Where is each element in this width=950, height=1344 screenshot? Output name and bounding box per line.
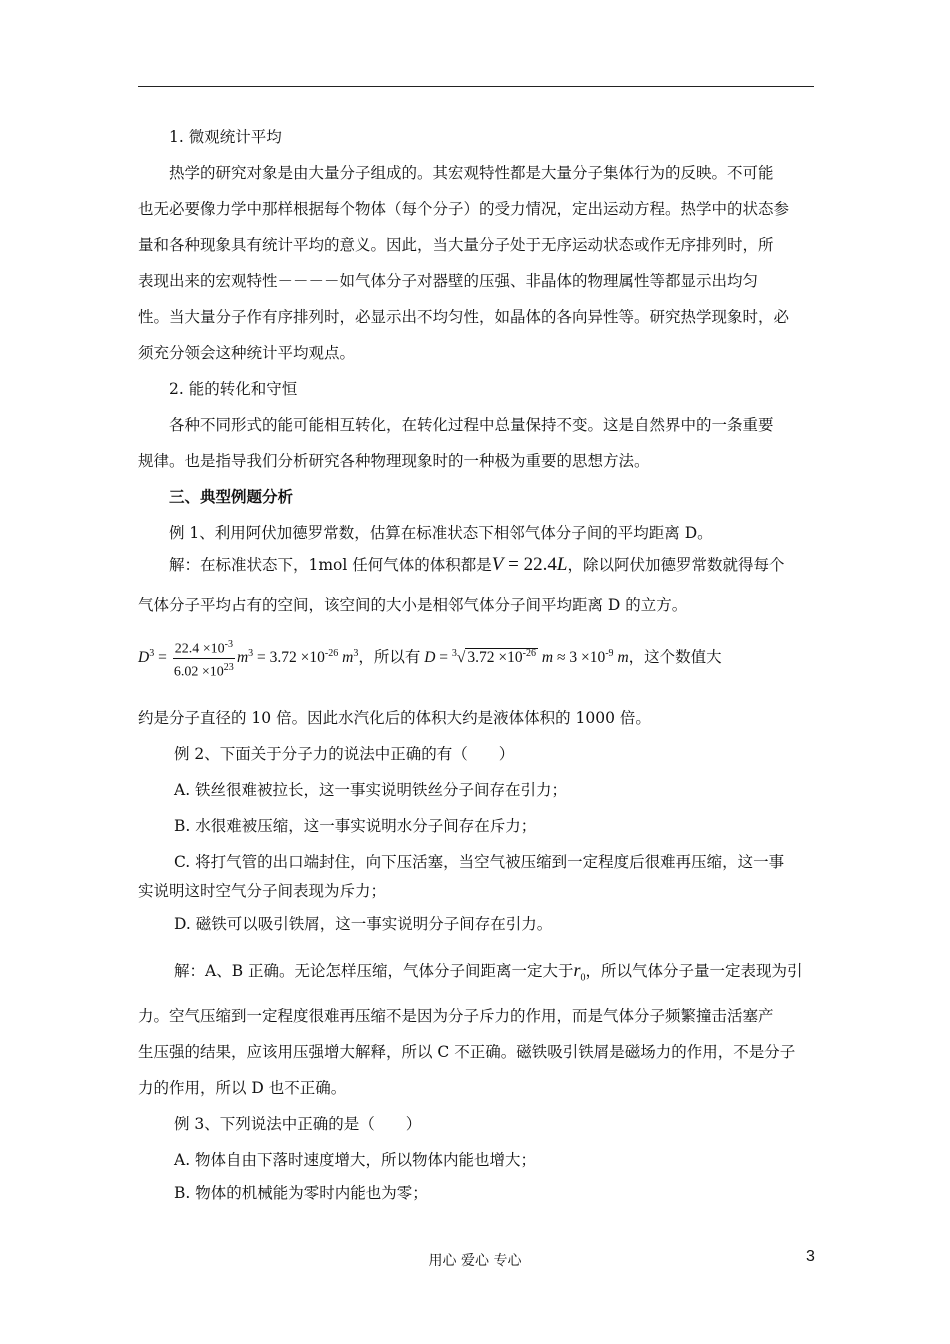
example2-solution-line: 力。空气压缩到一定程度很难再压缩不是因为分子斥力的作用，而是气体分子频繁撞击活塞产 (138, 1007, 774, 1025)
paragraph-line: 表现出来的宏观特性－－－－如气体分子对器壁的压强、非晶体的物理属性等都显示出均匀 (138, 272, 759, 290)
section2-heading: 2. 能的转化和守恒 (169, 380, 298, 398)
paragraph-line: 规律。也是指导我们分析研究各种物理现象时的一种极为重要的思想方法。 (138, 452, 650, 470)
example2-solution-line: 力的作用，所以 D 也不正确。 (138, 1079, 347, 1097)
distance-formula: $D^3$ = $\frac{22.4 \times 10^{-3}}{6.02 \times 10^{23}}$ $m^3 = 3.72 \times 10^{-26}$ $m^3$，所以有 D = $^3$√ $3.72 \times 10^{-26}$ $m \approx 3 \times 10^{-9}$ m，这个数值大 (138, 636, 722, 680)
example1-question: 例 1、利用阿伏加德罗常数，估算在标准状态下相邻气体分子间的平均距离 D。 (169, 524, 713, 542)
page-footer: 用心 爱心 专心 (428, 1253, 522, 1269)
example3-option: B. 物体的机械能为零时内能也为零； (174, 1184, 428, 1202)
paragraph-line: 也无必要像力学中那样根据每个物体（每个分子）的受力情况，定出运动方程。热学中的状态参 (138, 200, 790, 218)
page-number: 3 (806, 1248, 815, 1265)
example2-solution-line: 解：A、B 正确。无论怎样压缩，气体分子间距离一定大于$r_0$，所以气体分子量一定表现为引 (174, 960, 803, 984)
r0-symbol: $r_0$ (573, 960, 586, 984)
example3-option: A. 物体自由下落时速度增大，所以物体内能也增大； (174, 1151, 537, 1169)
example2-option: C. 将打气管的出口端封住，向下压活塞，当空气被压缩到一定程度后很难再压缩，这一事 (174, 853, 785, 871)
volume-fraction: $\frac{22.4 \times 10^{-3}}{6.02 \times 10^{23}}$ (173, 636, 235, 680)
example1-solution-line: 解：在标准状态下，1mol 任何气体的体积都是V = 22.4L，除以阿伏加德罗常数就得每个 (169, 554, 785, 575)
paragraph-line: 性。当大量分子作有序排列时，必显示出不均匀性，如晶体的各向异性等。研究热学现象时，必 (138, 308, 790, 326)
paragraph-line: 热学的研究对象是由大量分子组成的。其宏观特性都是大量分子集体行为的反映。不可能 (169, 164, 774, 182)
section1-heading: 1. 微观统计平均 (169, 128, 282, 146)
paragraph-line: 须充分领会这种统计平均观点。 (138, 344, 356, 362)
example3-question: 例 3、下列说法中正确的是（ ） (174, 1115, 422, 1133)
example2-solution-line: 生压强的结果，应该用压强增大解释，所以 C 不正确。磁铁吸引铁屑是磁场力的作用，不是分子 (138, 1043, 796, 1061)
example1-solution-line: 约是分子直径的 10 倍。因此水汽化后的体积大约是液体体积的 1000 倍。 (138, 709, 651, 727)
example2-option: B. 水很难被压缩，这一事实说明水分子间存在斥力； (174, 817, 537, 835)
section3-heading: 三、典型例题分析 (169, 487, 294, 506)
example2-option: 实说明这时空气分子间表现为斥力； (138, 882, 387, 900)
paragraph-line: 各种不同形式的能可能相互转化，在转化过程中总量保持不变。这是自然界中的一条重要 (169, 416, 774, 434)
volume-formula: V = 22.4L (491, 554, 568, 575)
header-rule (138, 86, 814, 87)
paragraph-line: 量和各种现象具有统计平均的意义。因此，当大量分子处于无序运动状态或作无序排列时，所 (138, 236, 774, 254)
example2-option: A. 铁丝很难被拉长，这一事实说明铁丝分子间存在引力； (174, 781, 568, 799)
example2-question: 例 2、下面关于分子力的说法中正确的有（ ） (174, 745, 515, 763)
example1-solution-line: 气体分子平均占有的空间，该空间的大小是相邻气体分子间平均距离 D 的立方。 (138, 596, 688, 614)
example2-option: D. 磁铁可以吸引铁屑，这一事实说明分子间存在引力。 (174, 915, 553, 933)
